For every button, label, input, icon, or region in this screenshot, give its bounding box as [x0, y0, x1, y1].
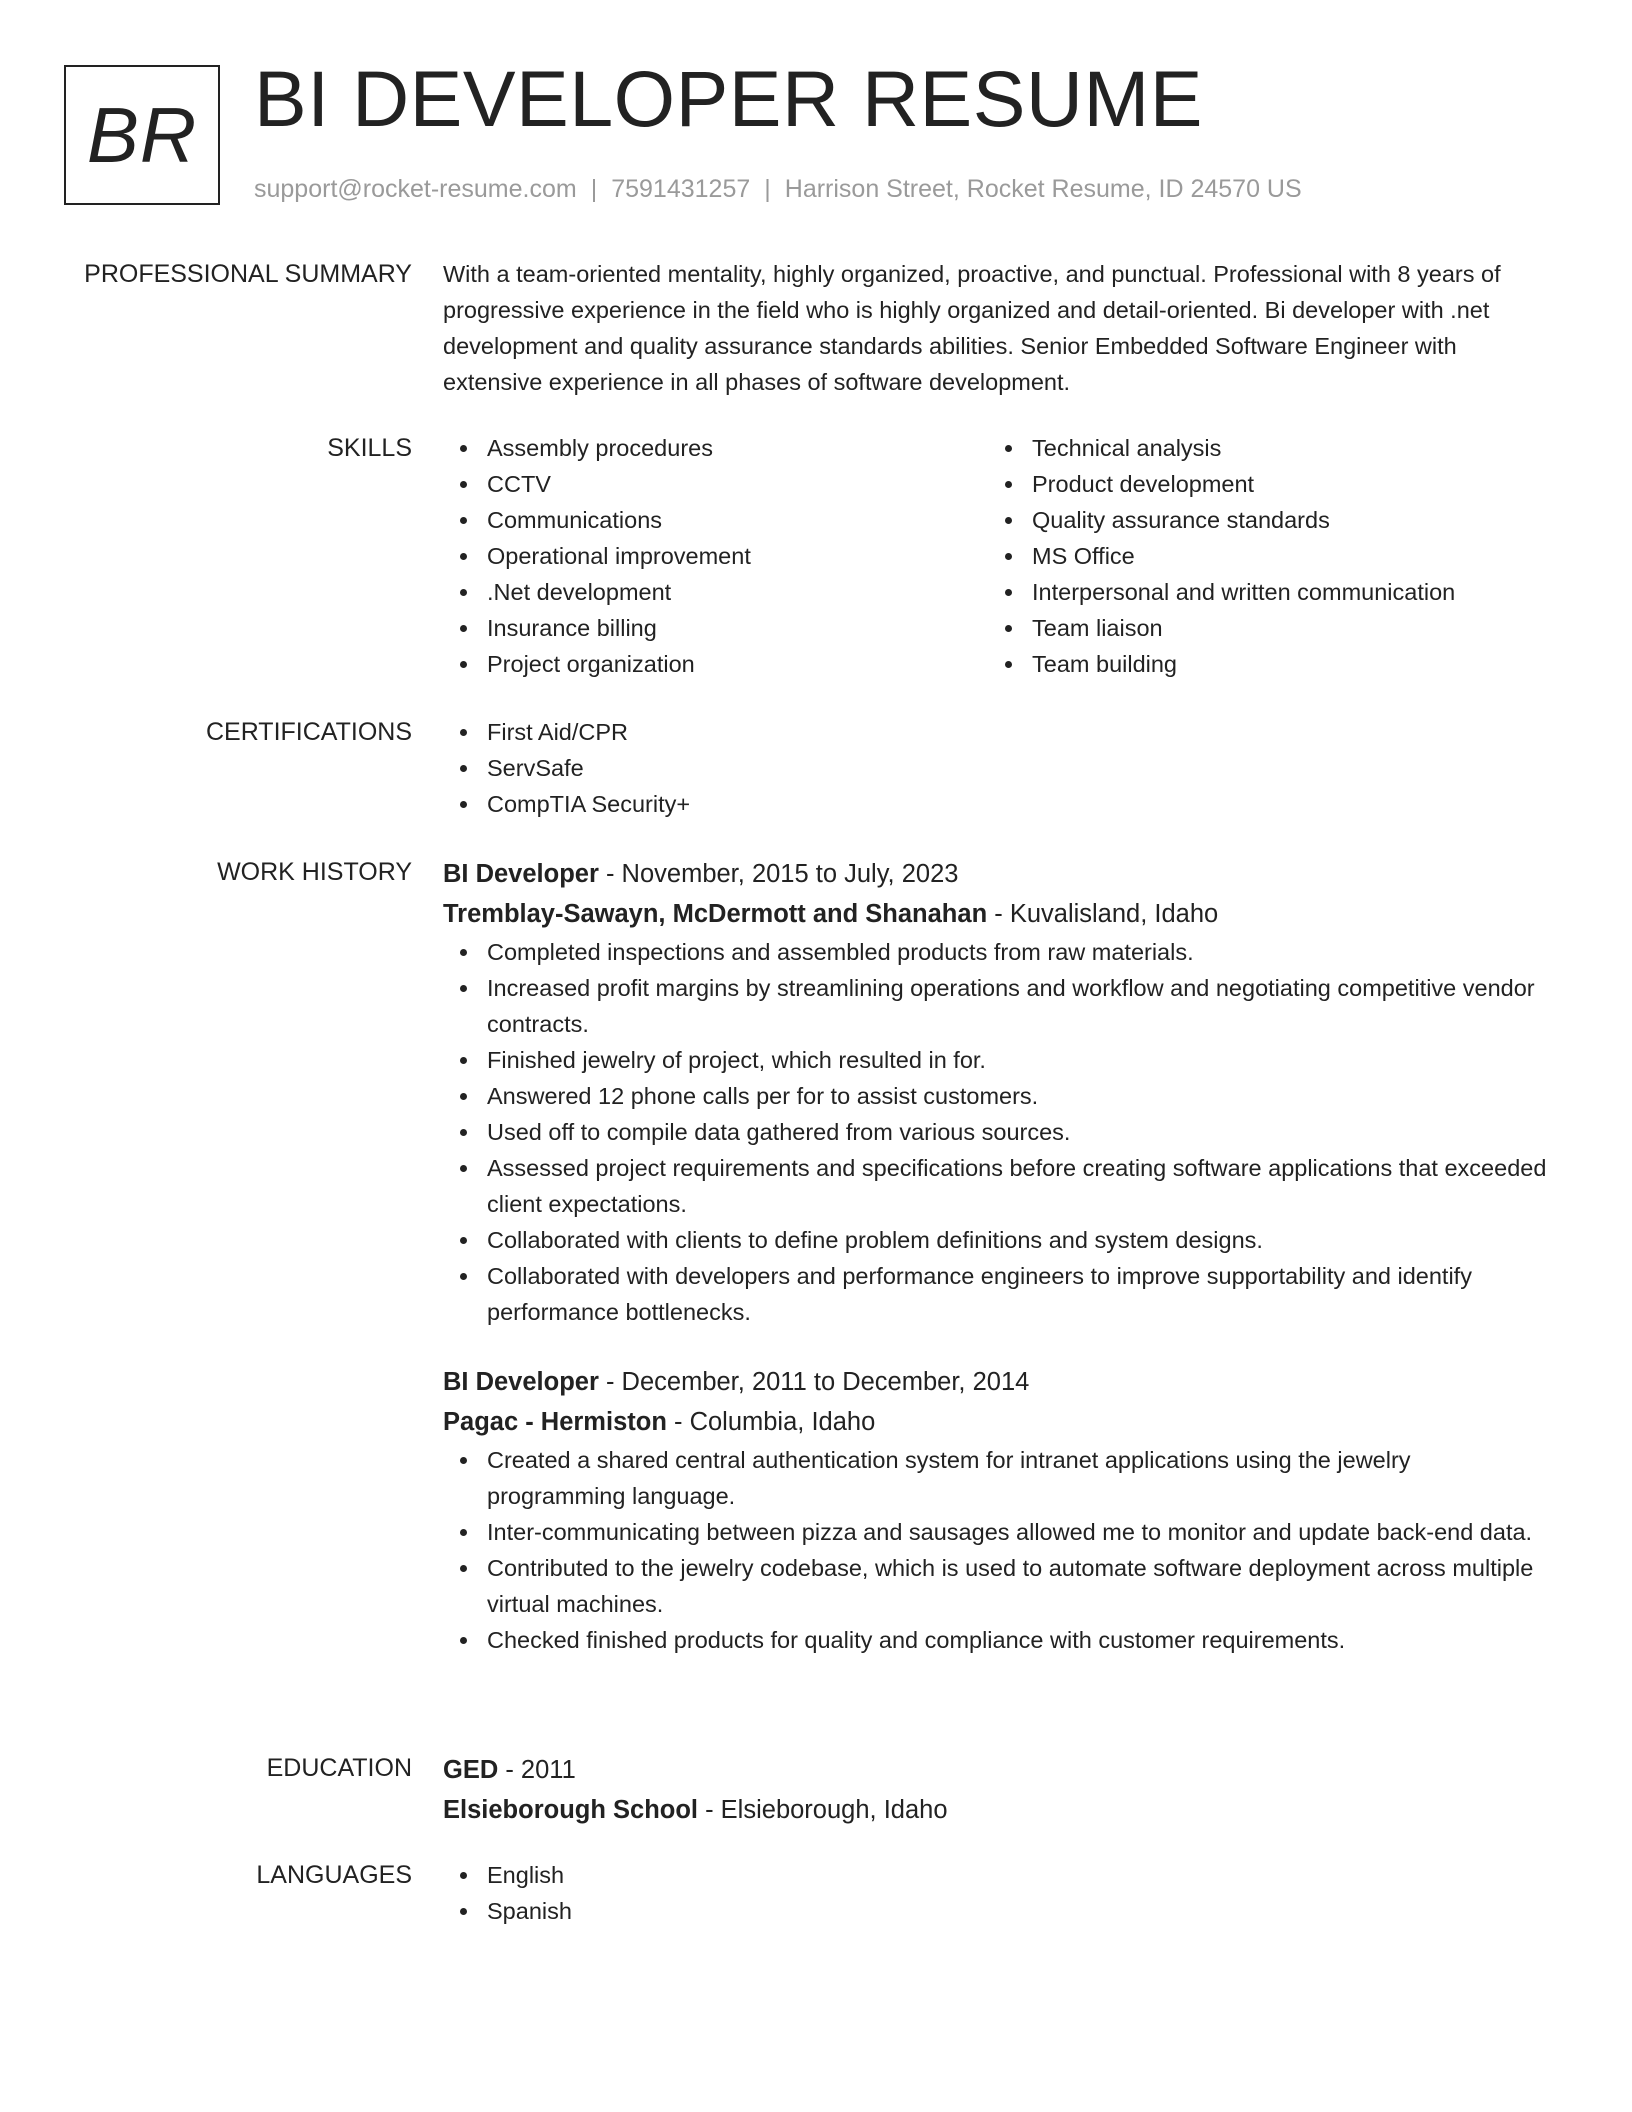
contact-line — [254, 172, 1302, 206]
section-heading: EDUCATION — [266, 1754, 412, 1782]
job-location: - Kuvalisland, Idaho — [987, 900, 1219, 928]
languages-list — [443, 1857, 1553, 1929]
section-heading: PROFESSIONAL SUMMARY — [84, 260, 412, 288]
section-heading: WORK HISTORY — [217, 858, 412, 886]
job-company-line — [443, 894, 1553, 934]
list-item: Checked finished products for quality and compliance with customer requirements. — [443, 1622, 1553, 1658]
education-degree-line — [443, 1750, 1553, 1790]
list-item: Team liaison — [988, 610, 1533, 646]
list-item: Operational improvement — [443, 538, 988, 574]
list-item: Interpersonal and written communication — [988, 574, 1533, 610]
list-item: Spanish — [443, 1893, 1553, 1929]
list-item: Increased profit margins by streamlining operations and workflow and negotiating competitive vendor contracts. — [443, 970, 1553, 1042]
job-title: BI Developer — [443, 860, 599, 888]
list-item: Finished jewelry of project, which resulted in for. — [443, 1042, 1553, 1078]
job-company-line — [443, 1402, 1553, 1442]
job-entry — [443, 854, 1553, 1330]
job-title: BI Developer — [443, 1368, 599, 1396]
job-company: Pagac - Hermiston — [443, 1408, 667, 1436]
list-item: Contributed to the jewelry codebase, which is used to automate software deployment across multiple virtual machines. — [443, 1550, 1553, 1622]
list-item: Used off to compile data gathered from various sources. — [443, 1114, 1553, 1150]
job-duties-list — [443, 934, 1553, 1330]
monogram-logo: BR — [64, 65, 220, 205]
list-item: CCTV — [443, 466, 988, 502]
job-company: Tremblay-Sawayn, McDermott and Shanahan — [443, 900, 988, 928]
section-heading: CERTIFICATIONS — [205, 718, 412, 746]
job-duties-list — [443, 1442, 1553, 1658]
list-item: English — [443, 1857, 1553, 1893]
summary-text: With a team-oriented mentality, highly organized, proactive, and punctual. Professional with 8 years of progressive experience in the field who is highly organized and detail-oriented. Bi developer with .net development and quality assurance standards abilities. Senior Embedded Software Engineer with extensive experience in all phases of software development. — [443, 261, 1501, 395]
education-school-line — [443, 1790, 1553, 1830]
list-item: Technical analysis — [988, 430, 1533, 466]
list-item: Team building — [988, 646, 1533, 682]
job-dates: - November, 2015 to July, 2023 — [598, 860, 959, 888]
list-item: CompTIA Security+ — [443, 786, 1553, 822]
list-item: Inter-communicating between pizza and sausages allowed me to monitor and update back-end data. — [443, 1514, 1553, 1550]
job-title-line — [443, 854, 1553, 894]
list-item: ServSafe — [443, 750, 1553, 786]
list-item: .Net development — [443, 574, 988, 610]
job-title-line — [443, 1362, 1553, 1402]
list-item: Assembly procedures — [443, 430, 988, 466]
list-item: Completed inspections and assembled products from raw materials. — [443, 934, 1553, 970]
job-location: - Columbia, Idaho — [666, 1408, 876, 1436]
list-item: Collaborated with clients to define problem definitions and system designs. — [443, 1222, 1553, 1258]
skills-list-right — [988, 430, 1533, 682]
list-item: MS Office — [988, 538, 1533, 574]
list-item: Communications — [443, 502, 988, 538]
contact-phone[interactable]: 7591431257 — [611, 175, 751, 203]
list-item: Insurance billing — [443, 610, 988, 646]
resume-title: BI DEVELOPER RESUME — [254, 54, 1203, 143]
list-item: Assessed project requirements and specifications before creating software applications that exceeded client expectations. — [443, 1150, 1553, 1222]
contact-separator: | — [590, 175, 598, 203]
education-school: Elsieborough School — [443, 1796, 699, 1824]
job-entry — [443, 1362, 1553, 1658]
certifications-list — [443, 714, 1553, 822]
section-heading: LANGUAGES — [256, 1861, 412, 1889]
list-item: First Aid/CPR — [443, 714, 1553, 750]
education-year: - 2011 — [498, 1756, 576, 1784]
job-dates: - December, 2011 to December, 2014 — [598, 1368, 1030, 1396]
list-item: Answered 12 phone calls per for to assist customers. — [443, 1078, 1553, 1114]
contact-email[interactable]: support@rocket-resume.com — [254, 175, 577, 203]
skills-list-left — [443, 430, 988, 682]
contact-separator: | — [764, 175, 771, 203]
list-item: Product development — [988, 466, 1533, 502]
list-item: Created a shared central authentication system for intranet applications using the jewelry programming language. — [443, 1442, 1553, 1514]
education-location: - Elsieborough, Idaho — [698, 1796, 948, 1824]
list-item: Collaborated with developers and performance engineers to improve supportability and identify performance bottlenecks. — [443, 1258, 1553, 1330]
list-item: Quality assurance standards — [988, 502, 1533, 538]
list-item: Project organization — [443, 646, 988, 682]
contact-address: Harrison Street, Rocket Resume, ID 24570 US — [784, 175, 1302, 203]
section-heading: SKILLS — [327, 434, 412, 462]
education-degree: GED — [443, 1756, 499, 1784]
